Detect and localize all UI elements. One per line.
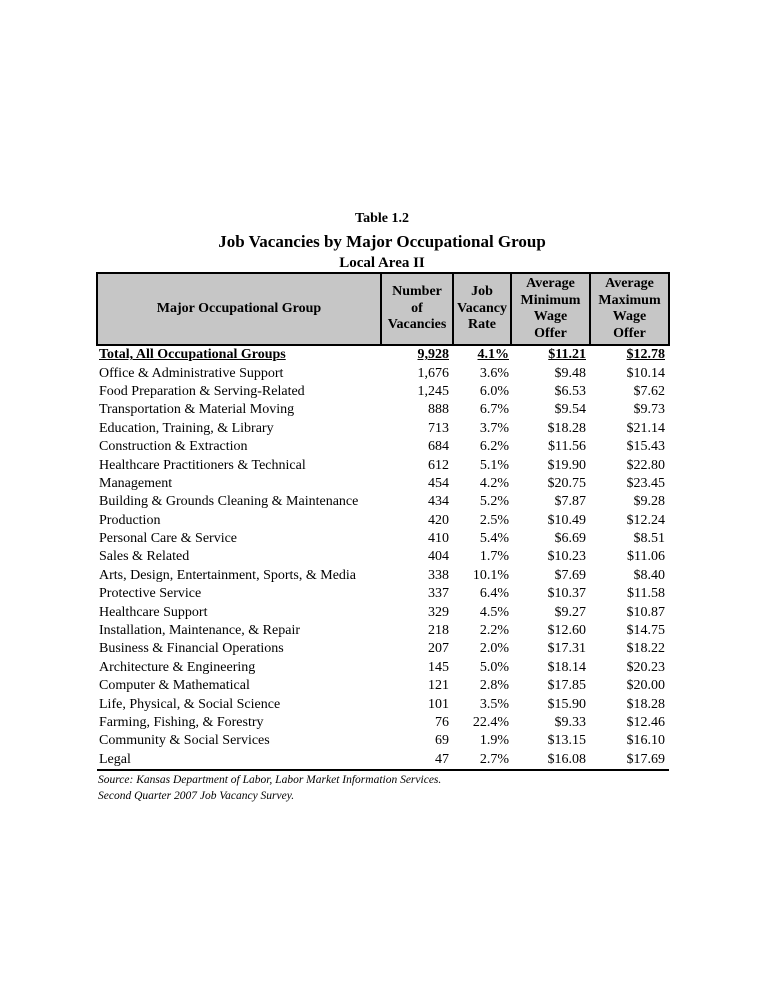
header-vacancies xyxy=(381,273,453,345)
header-rate-line: Vacancy xyxy=(456,300,508,316)
cell-max-wage: $20.00 xyxy=(626,678,665,694)
cell-vacancies: 207 xyxy=(428,641,449,657)
table-row xyxy=(97,493,669,511)
cell-rate: 5.2% xyxy=(479,494,509,510)
header-max-line: Offer xyxy=(613,325,646,341)
cell-max-wage: $21.14 xyxy=(626,420,665,436)
cell-min-wage: $7.69 xyxy=(554,567,586,583)
cell-group: Transportation & Material Moving xyxy=(99,402,295,418)
cell-rate: 6.4% xyxy=(479,586,509,602)
cell-rate: 6.2% xyxy=(479,439,509,455)
cell-vacancies: 218 xyxy=(428,623,449,639)
cell-vacancies: 434 xyxy=(428,494,449,510)
cell-rate: 1.9% xyxy=(479,733,509,749)
header-max-line: Maximum xyxy=(598,292,661,308)
cell-max-wage: $10.87 xyxy=(626,604,665,620)
cell-rate: 5.1% xyxy=(479,457,509,473)
cell-rate: 2.2% xyxy=(479,623,509,639)
cell-max-wage: $9.28 xyxy=(633,494,665,510)
cell-min-wage: $17.31 xyxy=(547,641,586,657)
total-group xyxy=(97,345,381,364)
total-vacancies-text: 9,928 xyxy=(417,347,449,363)
cell-group: Construction & Extraction xyxy=(99,439,248,455)
cell-max-wage: $14.75 xyxy=(626,623,665,639)
cell-max-wage: $12.46 xyxy=(626,715,665,730)
cell-min-wage: $6.53 xyxy=(554,383,586,399)
total-max-wage xyxy=(590,345,669,364)
header-min-line: Average xyxy=(526,276,575,291)
table-row xyxy=(97,695,669,713)
cell-max-wage: $12.24 xyxy=(626,512,665,528)
table-row xyxy=(97,438,669,456)
header-group: Major Occupational Group xyxy=(97,273,381,345)
cell-min-wage: $13.15 xyxy=(547,733,586,749)
cell-rate: 3.7% xyxy=(479,420,509,436)
cell-rate: 4.2% xyxy=(479,475,509,491)
cell-max-wage: $23.45 xyxy=(626,475,665,491)
table-row xyxy=(97,475,669,493)
table-row xyxy=(97,714,669,732)
cell-max-wage: $11.58 xyxy=(627,586,665,602)
cell-max-wage: $17.69 xyxy=(590,751,669,770)
cell-max-wage: $20.23 xyxy=(626,659,665,675)
header-vacancies-line: of xyxy=(411,300,423,316)
cell-min-wage: $9.48 xyxy=(554,365,586,381)
table-label: Table 1.2 xyxy=(355,211,409,226)
cell-group: Healthcare Practitioners & Technical xyxy=(99,457,306,473)
cell-vacancies: 410 xyxy=(428,531,449,547)
source-note xyxy=(98,773,441,804)
cell-group: Healthcare Support xyxy=(99,604,208,620)
cell-vacancies: 101 xyxy=(428,696,449,712)
cell-min-wage: $18.28 xyxy=(547,420,586,436)
cell-group: Office & Administrative Support xyxy=(99,365,284,381)
cell-rate: 2.5% xyxy=(479,512,509,528)
header-max-wage xyxy=(590,273,669,345)
cell-min-wage: $9.27 xyxy=(554,604,586,620)
cell-max-wage: $18.22 xyxy=(626,641,665,657)
table-row xyxy=(97,732,669,750)
table-row xyxy=(97,383,669,401)
table-row xyxy=(97,456,669,474)
cell-max-wage: $10.14 xyxy=(626,365,665,381)
cell-min-wage: $19.90 xyxy=(547,457,586,473)
table-row xyxy=(97,677,669,695)
cell-vacancies: 329 xyxy=(428,604,449,620)
cell-vacancies: 684 xyxy=(428,439,449,455)
cell-min-wage: $17.85 xyxy=(547,678,586,694)
cell-min-wage: $12.60 xyxy=(547,623,586,639)
cell-group: Farming, Fishing, & Forestry xyxy=(99,715,264,730)
cell-vacancies: 888 xyxy=(428,402,449,418)
table-row xyxy=(97,751,669,770)
cell-min-wage: $18.14 xyxy=(547,659,586,675)
header-rate-line: Job xyxy=(471,284,493,300)
header-row xyxy=(97,273,669,345)
cell-rate: 5.0% xyxy=(479,659,509,675)
cell-min-wage: $9.33 xyxy=(554,715,586,730)
table-subtitle: Local Area II xyxy=(339,255,425,271)
table-row xyxy=(97,622,669,640)
cell-group: Business & Financial Operations xyxy=(99,641,284,657)
cell-vacancies: 338 xyxy=(428,567,449,583)
table-row xyxy=(97,512,669,530)
cell-rate: 2.8% xyxy=(479,678,509,694)
cell-rate: 4.5% xyxy=(479,604,509,620)
table-row xyxy=(97,567,669,585)
total-rate xyxy=(453,345,511,364)
cell-rate: 22.4% xyxy=(472,715,509,730)
cell-group: Life, Physical, & Social Science xyxy=(99,696,281,712)
cell-max-wage: $18.28 xyxy=(626,696,665,712)
cell-vacancies: 454 xyxy=(428,475,449,491)
total-min-wage-text: $11.21 xyxy=(548,347,586,363)
cell-group: Protective Service xyxy=(99,586,202,602)
cell-min-wage: $7.87 xyxy=(554,494,586,510)
table-row xyxy=(97,603,669,621)
cell-group: Food Preparation & Serving-Related xyxy=(99,383,305,399)
cell-rate: 6.7% xyxy=(479,402,509,418)
table-row xyxy=(97,420,669,438)
cell-min-wage: $10.37 xyxy=(547,586,586,602)
cell-group: Computer & Mathematical xyxy=(99,678,250,694)
cell-vacancies: 76 xyxy=(435,715,449,730)
cell-min-wage: $15.90 xyxy=(547,696,586,712)
vacancy-table xyxy=(96,272,670,771)
source-line: Source: Kansas Department of Labor, Labor Market Information Services. xyxy=(98,774,442,786)
cell-max-wage: $15.43 xyxy=(626,439,665,455)
header-min-line: Wage xyxy=(533,309,568,324)
cell-group: Legal xyxy=(97,751,381,770)
cell-rate: 2.7% xyxy=(453,751,511,770)
cell-vacancies: 69 xyxy=(435,733,449,749)
cell-vacancies: 121 xyxy=(428,678,449,694)
total-group-text: Total, All Occupational Groups xyxy=(99,347,286,363)
cell-vacancies: 420 xyxy=(428,512,449,528)
cell-rate: 3.6% xyxy=(479,365,509,381)
cell-max-wage: $22.80 xyxy=(626,457,665,473)
cell-group: Management xyxy=(99,475,173,491)
table-row xyxy=(97,530,669,548)
cell-vacancies: 47 xyxy=(381,751,453,770)
header-vacancies-line: Vacancies xyxy=(387,317,447,333)
cell-rate: 6.0% xyxy=(479,383,509,399)
cell-vacancies: 1,245 xyxy=(417,383,449,399)
total-max-wage-text: $12.78 xyxy=(626,347,665,363)
cell-max-wage: $7.62 xyxy=(633,383,665,399)
cell-max-wage: $16.10 xyxy=(626,733,665,749)
header-min-wage xyxy=(511,273,590,345)
cell-max-wage: $8.51 xyxy=(633,531,665,547)
table-row xyxy=(97,401,669,419)
cell-vacancies: 404 xyxy=(428,549,449,565)
header-max-line: Wage xyxy=(612,309,647,324)
cell-min-wage: $20.75 xyxy=(547,475,586,491)
cell-rate: 5.4% xyxy=(479,531,509,547)
cell-vacancies: 337 xyxy=(428,586,449,602)
total-vacancies xyxy=(381,345,453,364)
cell-max-wage: $11.06 xyxy=(627,549,665,565)
cell-group: Building & Grounds Cleaning & Maintenance xyxy=(99,494,359,510)
cell-group: Production xyxy=(99,512,161,528)
cell-max-wage: $8.40 xyxy=(633,567,665,583)
table-title: Job Vacancies by Major Occupational Group xyxy=(218,232,546,251)
cell-group: Architecture & Engineering xyxy=(99,659,256,675)
header-min-line: Offer xyxy=(534,325,567,341)
cell-min-wage: $16.08 xyxy=(511,751,590,770)
header-vacancies-line: Number xyxy=(392,284,442,300)
cell-vacancies: 1,676 xyxy=(417,365,449,381)
total-min-wage xyxy=(511,345,590,364)
cell-rate: 2.0% xyxy=(479,641,509,657)
header-rate-line: Rate xyxy=(468,317,496,333)
source-line: Second Quarter 2007 Job Vacancy Survey. xyxy=(98,789,295,802)
header-min-line: Minimum xyxy=(520,292,581,308)
total-row xyxy=(97,345,669,364)
total-rate-text: 4.1% xyxy=(477,347,509,363)
cell-vacancies: 713 xyxy=(428,420,449,436)
header-rate xyxy=(453,273,511,345)
table-row xyxy=(97,659,669,677)
cell-min-wage: $9.54 xyxy=(554,402,586,418)
cell-vacancies: 612 xyxy=(428,457,449,473)
cell-vacancies: 145 xyxy=(428,659,449,675)
cell-group: Personal Care & Service xyxy=(99,531,238,547)
cell-rate: 10.1% xyxy=(472,567,509,583)
cell-min-wage: $6.69 xyxy=(554,531,586,547)
table-row xyxy=(97,364,669,382)
header-max-line: Average xyxy=(605,276,654,291)
cell-group: Community & Social Services xyxy=(99,733,270,749)
cell-group: Arts, Design, Entertainment, Sports, & Media xyxy=(99,567,357,583)
cell-max-wage: $9.73 xyxy=(633,402,665,418)
cell-rate: 3.5% xyxy=(479,696,509,712)
table-row xyxy=(97,640,669,658)
cell-min-wage: $10.23 xyxy=(547,549,586,565)
cell-min-wage: $10.49 xyxy=(547,512,586,528)
cell-rate: 1.7% xyxy=(479,549,509,565)
cell-min-wage: $11.56 xyxy=(548,439,586,455)
table-row xyxy=(97,585,669,603)
cell-group: Education, Training, & Library xyxy=(99,420,274,436)
cell-group: Sales & Related xyxy=(99,549,190,565)
table-row xyxy=(97,548,669,566)
cell-group: Installation, Maintenance, & Repair xyxy=(99,623,300,639)
